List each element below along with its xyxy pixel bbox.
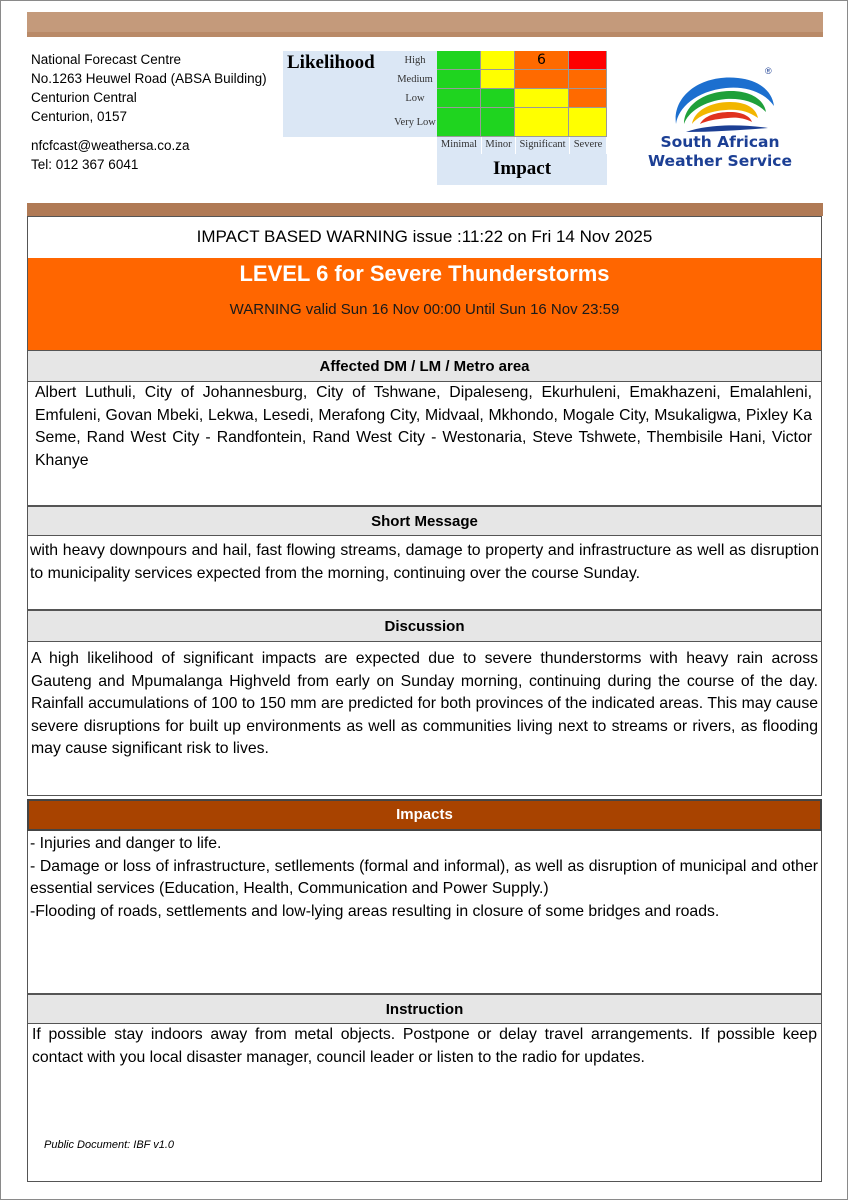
section-divider-bar <box>27 203 823 216</box>
matrix-cell <box>437 108 481 137</box>
matrix-cell <box>569 108 607 137</box>
matrix-cell <box>481 89 515 108</box>
matrix-cell <box>515 70 569 89</box>
likelihood-label-medium: Medium <box>393 70 437 89</box>
warning-validity: WARNING valid Sun 16 Nov 00:00 Until Sun 16 Nov 23:59 <box>229 301 620 318</box>
impact-axis-title: Impact <box>437 154 607 185</box>
matrix-cell-highlighted: 6 <box>515 51 569 70</box>
impacts-list <box>27 831 822 994</box>
matrix-cell <box>515 89 569 108</box>
address-line: Centurion Central <box>31 90 137 105</box>
instruction-text: If possible stay indoors away from metal objects. Postpone or delay travel arrangements. If possible keep contact with you local disaster manager, council leader or listen to the radio for updates. <box>27 1024 822 1182</box>
matrix-cell <box>569 51 607 70</box>
top-decorative-bar <box>27 12 823 37</box>
impacts-heading: Impacts <box>27 799 822 831</box>
discussion-heading: Discussion <box>27 610 822 642</box>
issue-line: IMPACT BASED WARNING issue :11:22 on Fri 14 Nov 2025 <box>27 216 822 258</box>
impact-label-significant: Significant <box>516 137 570 154</box>
discussion-text: A high likelihood of significant impacts are expected due to severe thunderstorms with heavy rain across Gauteng and Mpumalanga Highveld from early on Sunday morning, continuing during the course of the day. Rainfall accumulations of 100 to 150 mm are predicted for both provinces of the indicated areas. This may cause severe disruptions for built up environments as well as communities living next to streams or rivers, as flooding may cause significant risk to lives. <box>27 642 822 796</box>
document-footer: Public Document: IBF v1.0 <box>44 1139 175 1151</box>
address-line: No.1263 Heuwel Road (ABSA Building) <box>31 71 267 86</box>
matrix-cell <box>569 70 607 89</box>
affected-area-heading: Affected DM / LM / Metro area <box>27 350 822 382</box>
matrix-cell <box>515 108 569 137</box>
instruction-heading: Instruction <box>27 994 822 1024</box>
registered-mark: ® <box>765 66 772 76</box>
address-line: National Forecast Centre <box>31 52 182 67</box>
matrix-cell <box>437 70 481 89</box>
matrix-cell <box>481 70 515 89</box>
impact-item: -Flooding of roads, settlements and low-lying areas resulting in closure of some bridges and roads. <box>30 902 720 920</box>
warning-level-banner <box>27 258 822 350</box>
likelihood-label-high: High <box>393 51 437 70</box>
matrix-cell <box>437 89 481 108</box>
impact-item: - Injuries and danger to life. <box>30 835 222 852</box>
likelihood-axis-title: Likelihood <box>283 51 393 137</box>
likelihood-label-low: Low <box>393 89 437 108</box>
warning-level-title: LEVEL 6 for Severe Thunderstorms <box>239 261 610 286</box>
matrix-cell <box>481 51 515 70</box>
impact-label-minimal: Minimal <box>437 137 482 154</box>
address-line: Centurion, 0157 <box>31 109 128 124</box>
affected-area-list: Albert Luthuli, City of Johannesburg, City of Tshwane, Dipaleseng, Ekurhuleni, Emakhazeni, Emalahleni, Emfuleni, Govan Mbeki, Lekwa, Lesedi, Merafong City, Midvaal, Mkhondo, Mogale City, Msukaligwa, Pixley Ka Seme, Rand West City - Randfontein, Rand West City - Westonaria, Steve Tshwete, Thembisile Hani, Victor Khanye <box>27 382 822 506</box>
contact-phone: Tel: 012 367 6041 <box>31 157 139 172</box>
impact-item: - Damage or loss of infrastructure, setllements (formal and informal), as well as disruption of municipal and other essential services (Education, Health, Communication and Power Supply.) <box>30 857 818 897</box>
short-message-heading: Short Message <box>27 506 822 536</box>
short-message-text: with heavy downpours and hail, fast flowing streams, damage to property and infrastructure as well as disruption to municipality services expected from the morning, continuing over the course Sunday. <box>27 536 822 610</box>
matrix-cell <box>481 108 515 137</box>
impact-label-minor: Minor <box>482 137 516 154</box>
contact-email: nfcfcast@weathersa.co.za <box>31 138 190 153</box>
impact-label-severe: Severe <box>570 137 607 154</box>
likelihood-label-very-low: Very Low <box>393 108 437 137</box>
contact-address <box>31 50 267 174</box>
matrix-cell <box>569 89 607 108</box>
organization-name: South African Weather Service <box>648 133 792 170</box>
matrix-cell <box>437 51 481 70</box>
